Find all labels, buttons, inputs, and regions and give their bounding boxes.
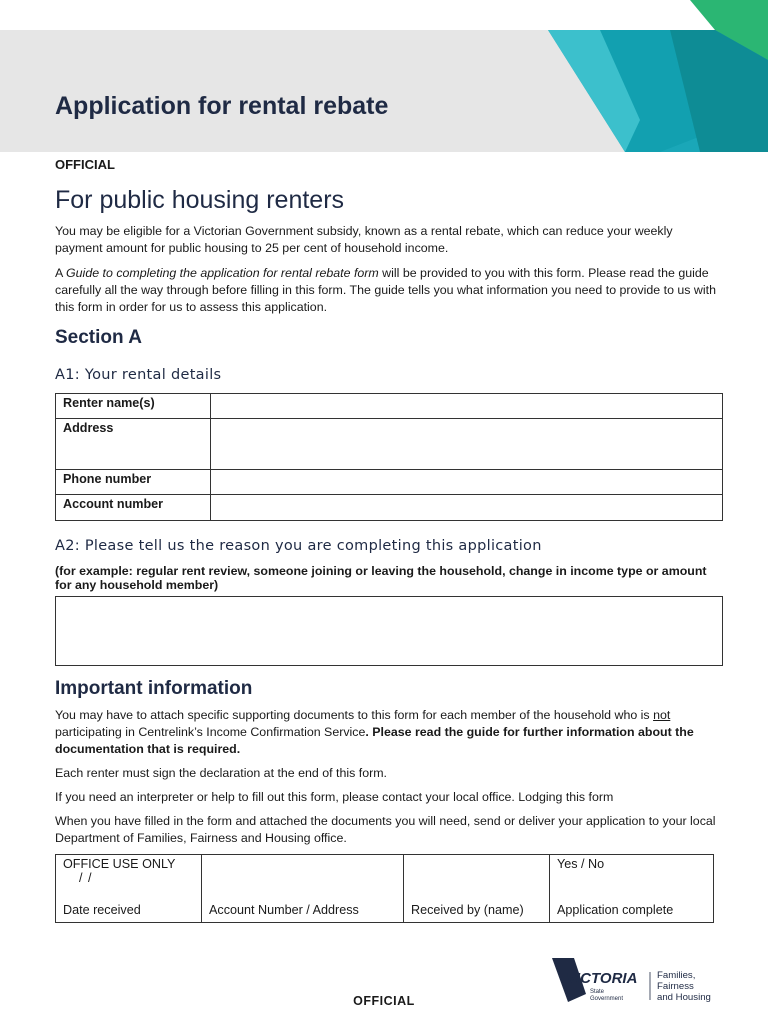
dept-line-2: Fairness <box>657 981 694 992</box>
logo-government: Government <box>590 996 624 1002</box>
phone-field[interactable] <box>211 470 723 495</box>
received-by-label: Received by (name) <box>411 903 524 917</box>
supporting-docs-paragraph <box>55 707 720 758</box>
dept-line-3: and Housing <box>657 992 711 1003</box>
table-row <box>56 495 723 521</box>
guide-paragraph <box>55 265 720 316</box>
header-decoration <box>0 0 768 152</box>
account-number-field[interactable] <box>211 495 723 521</box>
date-received-cell[interactable] <box>56 855 202 923</box>
application-complete-label: Application complete <box>557 903 674 917</box>
supporting-docs-text: You may have to attach specific supporting documents to this form for each member of the household who is <box>55 708 654 722</box>
office-use-table <box>55 854 714 923</box>
a1-heading: A1: Your rental details <box>55 367 222 383</box>
not-emphasis: not <box>653 708 671 722</box>
account-number-label: Account number <box>56 495 211 521</box>
logo-state: State <box>590 989 605 995</box>
section-a-heading: Section A <box>55 327 142 348</box>
address-label: Address <box>56 419 211 470</box>
received-by-cell[interactable] <box>404 855 550 923</box>
rental-details-table <box>55 393 723 521</box>
logo-wordmark: VICTORIA <box>566 970 638 987</box>
classification-label: OFFICIAL <box>55 157 115 172</box>
date-received-label: Date received <box>63 903 141 917</box>
classification-footer: OFFICIAL <box>353 994 415 1008</box>
lodging-paragraph: When you have filled in the form and attached the documents you will need, send or deliver your application to your local Department of Families, Fairness and Housing office. <box>55 814 716 845</box>
declaration-paragraph: Each renter must sign the declaration at the end of this form. <box>55 766 387 780</box>
application-complete-cell[interactable] <box>550 855 714 923</box>
reason-field[interactable] <box>55 596 723 666</box>
intro-paragraph: You may be eligible for a Victorian Government subsidy, known as a rental rebate, which can reduce your weekly payment amount for public housing to 25 per cent of household income. <box>55 224 673 255</box>
guide-suffix: will be provided to you with this form. Please read the guide carefully all the way through before filling in this form. The guide tells you what information you need to provide to us with this form in order for us to assess this application. <box>55 266 716 314</box>
date-slashes: / / <box>79 871 93 885</box>
account-address-cell[interactable] <box>202 855 404 923</box>
yes-no-options: Yes / No <box>557 857 605 871</box>
form-title: Application for rental rebate <box>55 92 389 120</box>
centrelink-text: participating in Centrelink’s Income Confirmation Service <box>55 725 366 739</box>
office-use-title: OFFICE USE ONLY <box>63 857 176 871</box>
read-guide-text: . Please read the guide for further information about the documentation that is required. <box>55 725 694 756</box>
renter-name-label: Renter name(s) <box>56 394 211 419</box>
table-row <box>56 419 723 470</box>
a2-note: (for example: regular rent review, someone joining or leaving the household, change in income type or amount for any household member) <box>55 564 707 592</box>
page-subtitle: For public housing renters <box>55 186 345 214</box>
interpreter-paragraph: If you need an interpreter or help to fill out this form, please contact your local office. Lodging this form <box>55 790 614 804</box>
table-row <box>56 394 723 419</box>
guide-title: Guide to completing the application for rental rebate form <box>66 266 379 280</box>
a2-heading: A2: Please tell us the reason you are completing this application <box>55 538 542 554</box>
table-row <box>56 470 723 495</box>
guide-prefix: A <box>55 266 67 280</box>
important-info-heading: Important information <box>55 678 253 699</box>
renter-name-field[interactable] <box>211 394 723 419</box>
address-field[interactable] <box>211 419 723 470</box>
table-row <box>56 855 714 923</box>
dept-line-1: Families, <box>657 970 696 981</box>
phone-label: Phone number <box>56 470 211 495</box>
account-address-label: Account Number / Address <box>209 903 359 917</box>
